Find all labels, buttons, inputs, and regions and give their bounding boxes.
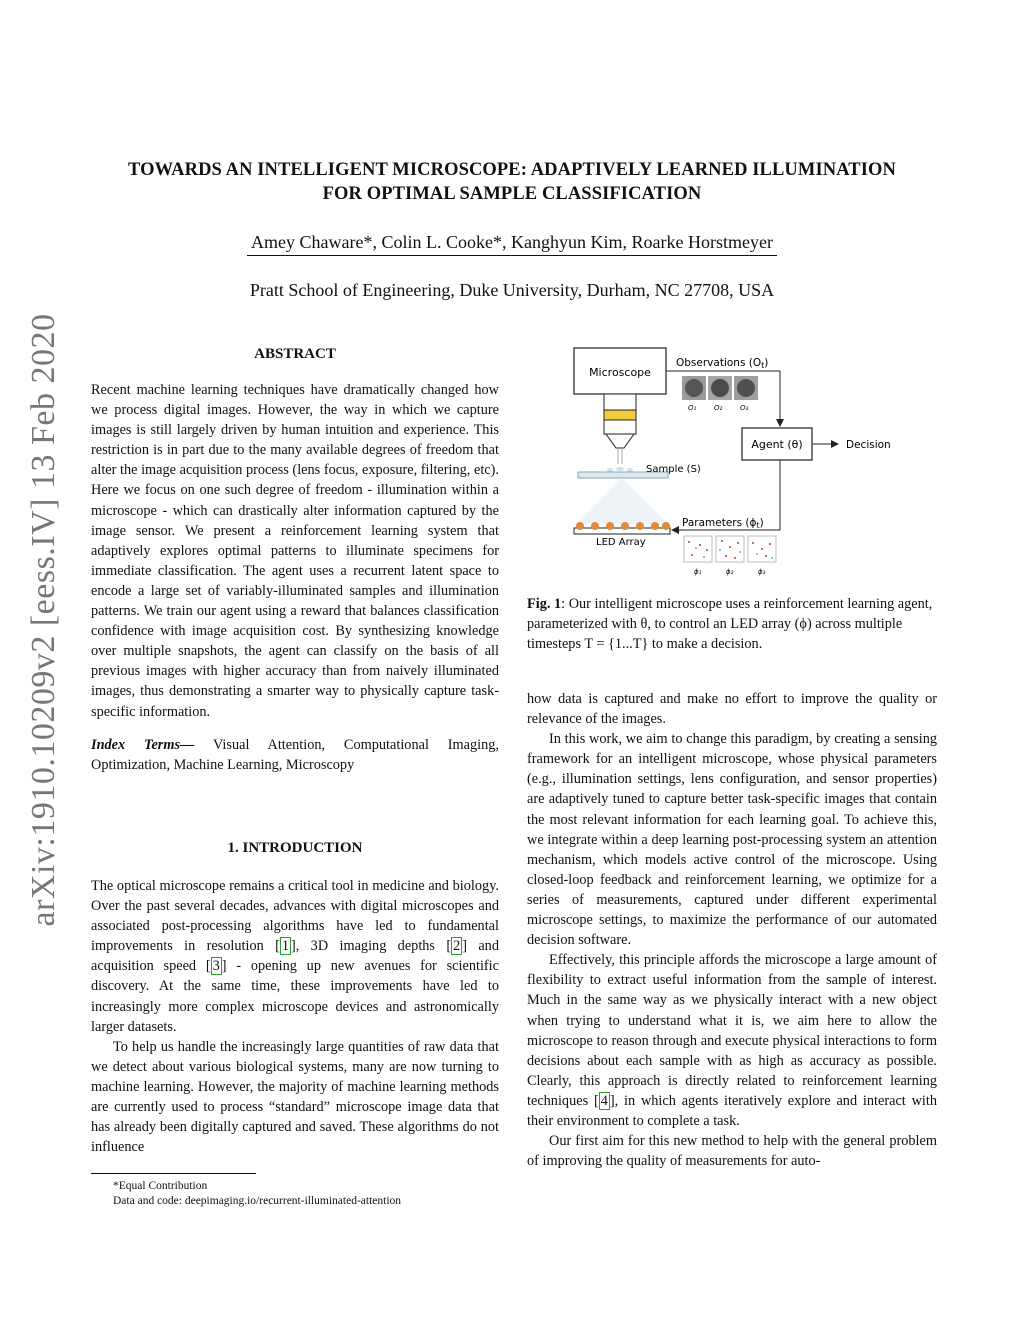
abstract-heading: ABSTRACT	[254, 346, 336, 362]
led-dot	[688, 541, 690, 543]
illumination-cone	[576, 478, 668, 524]
led-dot	[721, 540, 723, 542]
parameters-text: Parameters (ϕ	[682, 517, 757, 529]
intro-p1-part-d: ] - opening up new avenues for scientific discovery. At the same time, these improvements have led to increasingly more complex microscope devices and astronomically larger datasets.	[91, 958, 499, 1035]
agent-label: Agent (θ)	[751, 438, 803, 451]
illumination-patterns	[684, 536, 776, 562]
pattern-1	[684, 536, 712, 562]
right-paragraph-1: how data is captured and make no effort to improve the quality or relevance of the images.	[527, 691, 937, 728]
led-dot	[765, 555, 767, 557]
led-dot	[719, 549, 721, 551]
cell-blob	[685, 379, 703, 397]
right-column-text	[527, 689, 937, 1171]
affiliation: Pratt School of Engineering, Duke University, Durham, NC 27708, USA	[249, 280, 775, 300]
right-p3-part-a: Effectively, this principle affords the microscope a large amount of flexibility to extract useful information from the sample of interest. Much in the same way as we physically interact with a new object when trying to understand what it is, we aim here to allow the microscope to reason through and execute physical interactions to form decisions about each sample with as high as accuracy as possible. Clearly, this approach is directly related to reinforcement learning techniques [	[527, 952, 937, 1109]
footnote-equal-contribution: *Equal Contribution	[113, 1180, 208, 1192]
author-list: Amey Chaware*, Colin L. Cooke*, Kanghyun Kim, Roarke Horstmeyer	[247, 232, 777, 256]
figure-1-diagram	[570, 344, 940, 584]
citation-link[interactable]: 4	[600, 1092, 608, 1109]
index-terms-list: Visual Attention, Computational Imaging, Optimization, Machine Learning, Microscopy	[91, 736, 499, 773]
parameters-sub: t	[756, 521, 760, 530]
phi1-label: ϕ₁	[694, 568, 702, 576]
led	[591, 522, 599, 530]
led-dot	[734, 557, 736, 559]
observation-images	[682, 376, 758, 400]
figure-caption-text: : Our intelligent microscope uses a reinforcement learning agent, parameterized with θ, to control an LED array (ϕ) across multiple timesteps T = {1...T} to make a decision.	[527, 596, 933, 652]
led-dot	[737, 542, 739, 544]
footnotes	[91, 1179, 499, 1209]
led-array-label: LED Array	[596, 537, 646, 548]
observations-sub: t	[761, 361, 765, 370]
cell-blob	[711, 379, 729, 397]
o1-label: O₁	[688, 404, 697, 412]
sample-cell	[616, 467, 624, 471]
led-dot	[739, 551, 741, 553]
decision-label: Decision	[846, 439, 891, 451]
index-terms	[91, 735, 499, 775]
led	[636, 522, 644, 530]
right-p3-part-b: ], in which agents iteratively explore and interact with their environment to complete a task.	[527, 1092, 937, 1129]
citation-link[interactable]: 3	[212, 958, 220, 975]
citation-link[interactable]: 2	[453, 938, 461, 955]
cell-blob	[737, 379, 755, 397]
microscope-label: Microscope	[589, 366, 651, 379]
index-terms-label: Index Terms—	[91, 736, 195, 753]
o2-label: O₂	[714, 404, 723, 412]
led	[651, 522, 659, 530]
figure-1-caption	[527, 594, 937, 654]
intro-paragraph-1	[91, 876, 499, 1037]
sample-label: Sample (S)	[646, 464, 701, 475]
led-dot	[703, 556, 705, 558]
intro-p1-part-a: The optical microscope remains a critical tool in medicine and biology. Over the past several decades, advances with digital microscopes and associated post-processing algorithms have led to fundamental improvements in resolution [	[91, 878, 499, 955]
sample-cell	[627, 468, 633, 472]
objective-lens	[606, 434, 634, 448]
sample-cell	[607, 468, 613, 472]
phi3-label: ϕ₃	[758, 568, 766, 576]
led	[662, 522, 670, 530]
led-dot	[699, 544, 701, 546]
right-paragraph-3	[527, 950, 937, 1131]
footnote-data-code: Data and code: deepimaging.io/recurrent-illuminated-attention	[113, 1195, 402, 1207]
objective-upper	[604, 420, 636, 434]
citation-link[interactable]: 1	[281, 938, 290, 955]
led-dot	[752, 542, 754, 544]
led	[576, 522, 584, 530]
right-paragraph-4: Our first aim for this new method to help with the general problem of improving the quality of measurements for auto-	[527, 1133, 937, 1170]
right-paragraph-2: In this work, we aim to change this paradigm, by creating a sensing framework for an intelligent microscope, whose physical parameters (e.g., illumination settings, lens configuration, and sensor properties) are adaptively tuned to capture better task-specific images that contain the most relevant information for each learning goal. To achieve this, we integrate within a deep learning post-processing system an attention mechanism, which models active control of the microscope. Using closed-loop feedback and reinforcement learning, we optimize for a series of measurements, captured under different experimental microscope settings, to maximize the performance of our automated decision software.	[527, 731, 937, 949]
led-dot	[756, 553, 758, 555]
intro-paragraph-2: To help us handle the increasingly large quantities of raw data that we detect about various biological systems, many are now turning to machine learning. However, the majority of machine learning methods are currently used to process “standard” microscope image data that has already been digitally captured and saved. These algorithms do not influence	[91, 1038, 499, 1156]
authors	[60, 232, 964, 253]
footnote-rule	[91, 1173, 256, 1174]
led	[606, 522, 614, 530]
phi2-label: ϕ₂	[726, 568, 734, 576]
introduction-section	[91, 840, 499, 1157]
led-dot	[729, 546, 731, 548]
parameters-label: Parameters (ϕt)	[682, 517, 764, 530]
led-dot	[706, 549, 708, 551]
pattern-2	[716, 536, 744, 562]
arxiv-stamp: arXiv:1910.10209v2 [eess.IV] 13 Feb 2020	[25, 313, 62, 927]
led-dot	[771, 557, 773, 559]
title-line-1: TOWARDS AN INTELLIGENT MICROSCOPE: ADAPTIVELY LEARNED ILLUMINATION	[128, 160, 896, 180]
led-dot	[769, 543, 771, 545]
filter-yellow	[604, 410, 636, 420]
led-dot	[695, 547, 697, 549]
paper-title	[60, 158, 964, 206]
intro-p1-part-c: ] and acquisition speed [	[91, 938, 499, 975]
o3-label: O₃	[740, 404, 749, 412]
title-line-2: FOR OPTIMAL SAMPLE CLASSIFICATION	[322, 184, 702, 204]
observations-label: Observations (Ot)	[676, 357, 769, 370]
led	[621, 522, 629, 530]
abstract-text: Recent machine learning techniques have dramatically changed how we process digital images. However, the way in which we capture images is still largely driven by human intuition and experience. This restriction is in part due to the many available degrees of freedom that alter the image acquisition process (lens focus, exposure, filtering, etc). Here we focus on one such degree of freedom - illumination within a microscope - which can drastically alter information captured by the image sensor. We present a reinforcement learning system that adaptively explores optimal patterns to illuminate specimens for immediate classification. The agent uses a recurrent latent space to encode a large set of variably-illuminated samples and illumination patterns. We train our agent using a reward that balances classification confidence with image acquisition cost. By synthesizing knowledge over multiple snapshots, the agent can classify on the basis of all previous images with higher accuracy than from naively illuminated images, thus demonstrating a smarter way to physically capture task-specific information.	[91, 382, 499, 720]
intro-p1-part-b: ], 3D imaging depths [	[291, 938, 452, 955]
intro-heading: 1. INTRODUCTION	[227, 840, 363, 856]
observations-text: Observations (O	[676, 357, 762, 369]
led-dot	[691, 554, 693, 556]
figure-label: Fig. 1	[527, 596, 562, 612]
abstract-section	[91, 346, 499, 775]
led-dot	[725, 555, 727, 557]
led-dot	[761, 548, 763, 550]
